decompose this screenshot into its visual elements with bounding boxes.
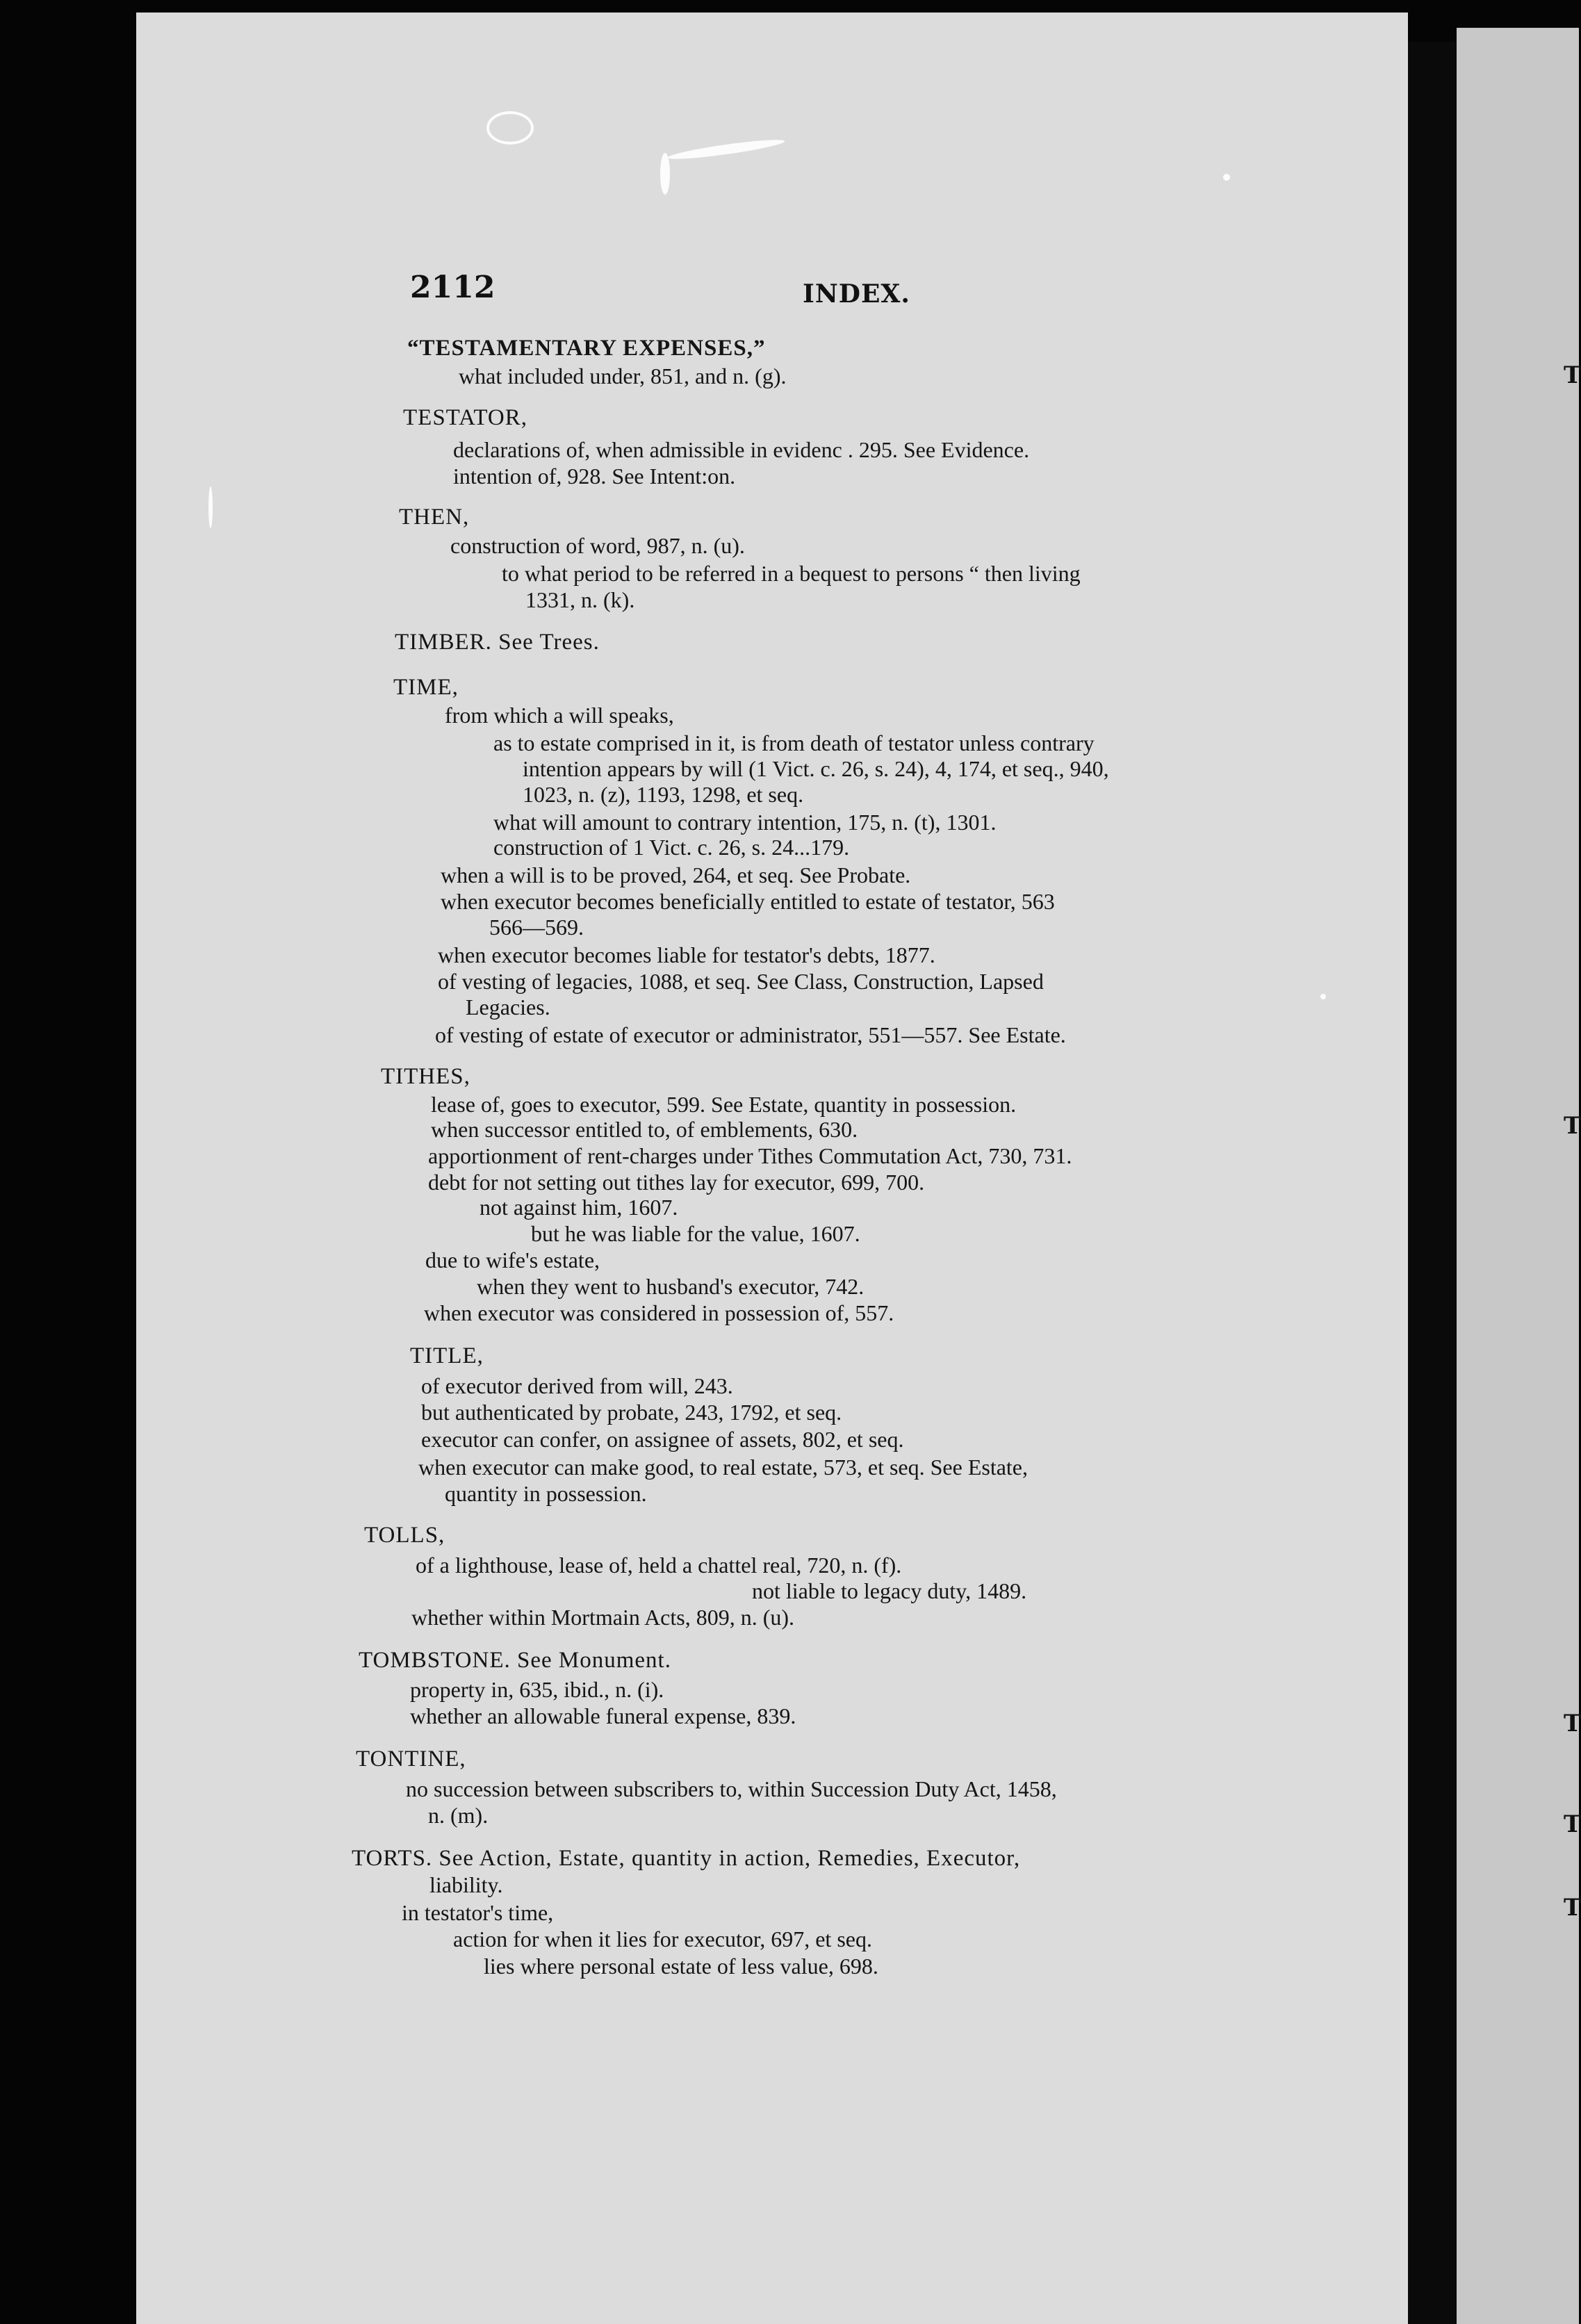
index-entry-line: whether within Mortmain Acts, 809, n. (u). bbox=[411, 1605, 795, 1630]
index-entry-line: Legacies. bbox=[466, 995, 550, 1020]
index-entry-line: intention appears by will (1 Vict. c. 26, s. 24), 4, 174, et seq., 940, bbox=[523, 756, 1109, 781]
scan-speck bbox=[1320, 994, 1326, 999]
index-heading: TIME, bbox=[393, 675, 459, 700]
adjacent-page-edge bbox=[1457, 28, 1579, 2324]
index-entry-line: when executor can make good, to real estate, 573, et seq. See Estate, bbox=[418, 1455, 1028, 1480]
index-entry-line: quantity in possession. bbox=[445, 1481, 647, 1506]
index-heading: TOMBSTONE. See Monument. bbox=[359, 1648, 671, 1673]
index-heading: TOLLS, bbox=[364, 1523, 445, 1548]
index-entry-line: executor can confer, on assignee of assets, 802, et seq. bbox=[421, 1427, 904, 1452]
adjacent-page-letter: T bbox=[1564, 1810, 1581, 1838]
index-heading: TITLE, bbox=[410, 1343, 484, 1368]
index-entry-line: apportionment of rent-charges under Tithes Commutation Act, 730, 731. bbox=[428, 1143, 1072, 1168]
index-entry-line: when executor becomes liable for testator's debts, 1877. bbox=[438, 942, 935, 967]
index-entry-line: lease of, goes to executor, 599. See Estate, quantity in possession. bbox=[431, 1092, 1017, 1117]
index-entry-line: 1331, n. (k). bbox=[525, 587, 635, 612]
index-heading: THEN, bbox=[399, 505, 470, 530]
adjacent-page-letter: T bbox=[1564, 361, 1581, 389]
index-entry-line: 566—569. bbox=[489, 915, 584, 940]
index-heading: TIMBER. See Trees. bbox=[395, 630, 600, 655]
index-entry-line: from which a will speaks, bbox=[445, 703, 674, 728]
index-heading: TITHES, bbox=[381, 1064, 470, 1089]
binding-gutter bbox=[1408, 42, 1457, 2324]
index-heading: TESTATOR, bbox=[403, 405, 528, 430]
index-entry-line: intention of, 928. See Intent:on. bbox=[453, 464, 736, 489]
scan-speck bbox=[486, 111, 534, 145]
index-entry-line: 1023, n. (z), 1193, 1298, et seq. bbox=[523, 782, 804, 807]
index-entry-line: what included under, 851, and n. (g). bbox=[459, 363, 787, 388]
index-entry-line: of vesting of legacies, 1088, et seq. See Class, Construction, Lapsed bbox=[438, 969, 1044, 994]
index-entry-line: when successor entitled to, of emblements, 630. bbox=[431, 1117, 858, 1142]
index-entry-line: liability. bbox=[429, 1872, 503, 1897]
index-entry-line: construction of 1 Vict. c. 26, s. 24...179. bbox=[493, 835, 850, 860]
scan-speck bbox=[208, 486, 213, 528]
index-entry-line: not liable to legacy duty, 1489. bbox=[752, 1578, 1027, 1603]
index-heading: TONTINE, bbox=[356, 1746, 466, 1771]
index-entry-line: in testator's time, bbox=[402, 1900, 554, 1925]
index-heading: TORTS. See Action, Estate, quantity in action, Remedies, Executor, bbox=[352, 1846, 1021, 1871]
index-entry-line: of vesting of estate of executor or administrator, 551—557. See Estate. bbox=[435, 1022, 1066, 1047]
index-entry-line: due to wife's estate, bbox=[425, 1247, 600, 1273]
index-entry-line: declarations of, when admissible in evidenc . 295. See Evidence. bbox=[453, 437, 1030, 462]
index-entry-line: but authenticated by probate, 243, 1792, et seq. bbox=[421, 1400, 842, 1425]
index-entry-line: lies where personal estate of less value, 698. bbox=[484, 1954, 878, 1979]
index-entry-line: action for when it lies for executor, 697, et seq. bbox=[453, 1926, 872, 1951]
index-entry-line: construction of word, 987, n. (u). bbox=[450, 533, 745, 558]
index-entry-line: not against him, 1607. bbox=[480, 1195, 678, 1220]
index-heading: “TESTAMENTARY EXPENSES,” bbox=[407, 336, 766, 361]
index-entry-line: when executor becomes beneficially entitled to estate of testator, 563 bbox=[441, 889, 1055, 914]
page-title: INDEX. bbox=[803, 279, 910, 309]
scan-speck bbox=[1223, 174, 1230, 181]
index-entry-line: debt for not setting out tithes lay for executor, 699, 700. bbox=[428, 1170, 925, 1195]
index-entry-line: of a lighthouse, lease of, held a chattel real, 720, n. (f). bbox=[416, 1553, 902, 1578]
adjacent-page-letter: T bbox=[1564, 1710, 1581, 1737]
adjacent-page-letter: T bbox=[1564, 1894, 1581, 1922]
index-entry-line: n. (m). bbox=[428, 1803, 489, 1828]
index-entry-line: whether an allowable funeral expense, 839. bbox=[410, 1703, 796, 1728]
adjacent-page-letter: T bbox=[1564, 1112, 1581, 1140]
index-entry-line: as to estate comprised in it, is from death of testator unless contrary bbox=[493, 730, 1095, 755]
scan-speck bbox=[660, 153, 670, 195]
index-entry-line: of executor derived from will, 243. bbox=[421, 1373, 733, 1398]
index-entry-line: to what period to be referred in a bequest to persons “ then living bbox=[502, 561, 1081, 586]
index-entry-line: when executor was considered in possession of, 557. bbox=[424, 1300, 894, 1325]
page-number: 2112 bbox=[410, 270, 495, 305]
index-entry-line: but he was liable for the value, 1607. bbox=[531, 1221, 860, 1246]
index-entry-line: property in, 635, ibid., n. (i). bbox=[410, 1677, 664, 1702]
index-entry-line: when a will is to be proved, 264, et seq. See Probate. bbox=[441, 862, 911, 887]
index-entry-line: what will amount to contrary intention, 175, n. (t), 1301. bbox=[493, 810, 997, 835]
index-entry-line: when they went to husband's executor, 742. bbox=[477, 1274, 865, 1299]
index-entry-line: no succession between subscribers to, within Succession Duty Act, 1458, bbox=[406, 1776, 1057, 1801]
